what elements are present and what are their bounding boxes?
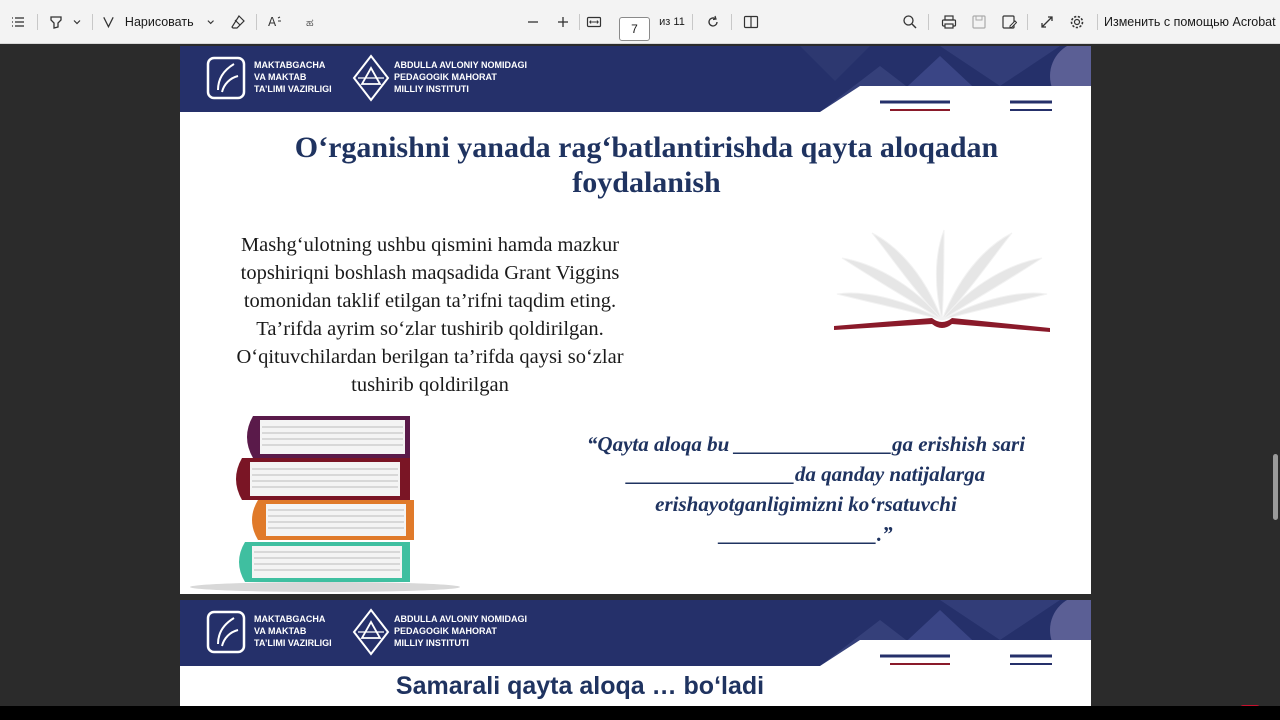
svg-text:A: A (268, 15, 277, 29)
page-number-input[interactable] (619, 17, 650, 41)
zoom-in-icon[interactable] (549, 8, 577, 36)
print-icon[interactable] (935, 8, 963, 36)
svg-text:ಹ: ಹ (306, 16, 314, 29)
institute-name: ABDULLA AVLONIY NOMIDAGI PEDAGOGIK MAHORAT MILLIY INSTITUTI (394, 60, 527, 94)
institute-logo-icon (352, 54, 390, 102)
draw-icon (100, 14, 117, 30)
ministry-logo-icon (206, 608, 248, 656)
zoom-out-icon[interactable] (519, 8, 547, 36)
settings-gear-icon[interactable] (1063, 8, 1091, 36)
rotate-icon[interactable] (699, 8, 727, 36)
vertical-scrollbar-thumb[interactable] (1273, 454, 1278, 520)
institute-logo-icon (352, 608, 390, 656)
read-aloud-icon[interactable] (262, 8, 290, 36)
fullscreen-icon[interactable] (1033, 8, 1061, 36)
bottom-bar (0, 706, 1280, 720)
slide-body-text: Mashg‘ulotning ushbu qismini hamda mazkur topshiriqni boshlash maqsadida Grant Viggins tomonidan taklif etilgan ta’rifni taqdim eting. Ta’rifda ayrim so‘zlar tushirib qoldirilgan. O‘qituvchilardan berilgan ta’rifda qaysi so‘zlar tushirib qoldirilgan (236, 234, 624, 396)
slide-title: Samarali qayta aloqa … bo‘ladi (395, 672, 765, 700)
page-number-value: 7 (631, 22, 638, 36)
book-purple (247, 416, 410, 458)
ministry-name: MAKTABGACHA VA MAKTAB TA’LIMI VAZIRLIGI (254, 614, 332, 648)
contents-list-icon[interactable] (4, 8, 32, 36)
institute-name: ABDULLA AVLONIY NOMIDAGI PEDAGOGIK MAHORAT MILLIY INSTITUTI (394, 614, 527, 648)
chevron-down-icon (206, 17, 215, 27)
page-view-icon[interactable] (737, 8, 765, 36)
viggins-quote: “Qayta aloqa bu _______________ga erishish sari ________________da qanday natijalarga erishayotganligimizni ko‘rsatuvchi _______________.” (586, 432, 1026, 546)
pdf-page-8 (180, 600, 1091, 706)
header-banner (180, 600, 1091, 666)
edit-with-acrobat-button[interactable]: Изменить с помощью Acrobat (1104, 15, 1276, 29)
ministry-name: MAKTABGACHA VA MAKTAB TA’LIMI VAZIRLIGI (254, 60, 332, 94)
save-icon[interactable] (965, 8, 993, 36)
translate-icon[interactable] (300, 8, 328, 36)
open-book-illustration (832, 228, 1052, 338)
book-dark-red (236, 458, 410, 500)
highlight-dropdown-chevron-icon[interactable] (70, 0, 84, 44)
book-stack-illustration (190, 414, 480, 594)
fit-page-icon[interactable] (580, 8, 608, 36)
eraser-icon[interactable] (224, 8, 252, 36)
book-teal (239, 542, 410, 582)
save-as-icon[interactable] (995, 8, 1023, 36)
book-orange (252, 500, 414, 540)
ministry-logo-icon (206, 54, 248, 102)
search-icon[interactable] (896, 8, 924, 36)
pdf-toolbar (0, 0, 1280, 44)
page-total: из 11 (659, 16, 685, 28)
slide-title: O‘rganishni yanada rag‘batlantirishda qayta aloqadan foydalanish (294, 131, 999, 199)
draw-label: Нарисовать (124, 15, 194, 29)
draw-button[interactable] (100, 0, 215, 44)
pdf-page-7 (180, 46, 1091, 594)
highlight-icon[interactable] (42, 8, 70, 36)
document-viewport[interactable] (0, 44, 1280, 706)
header-banner (180, 46, 1091, 112)
